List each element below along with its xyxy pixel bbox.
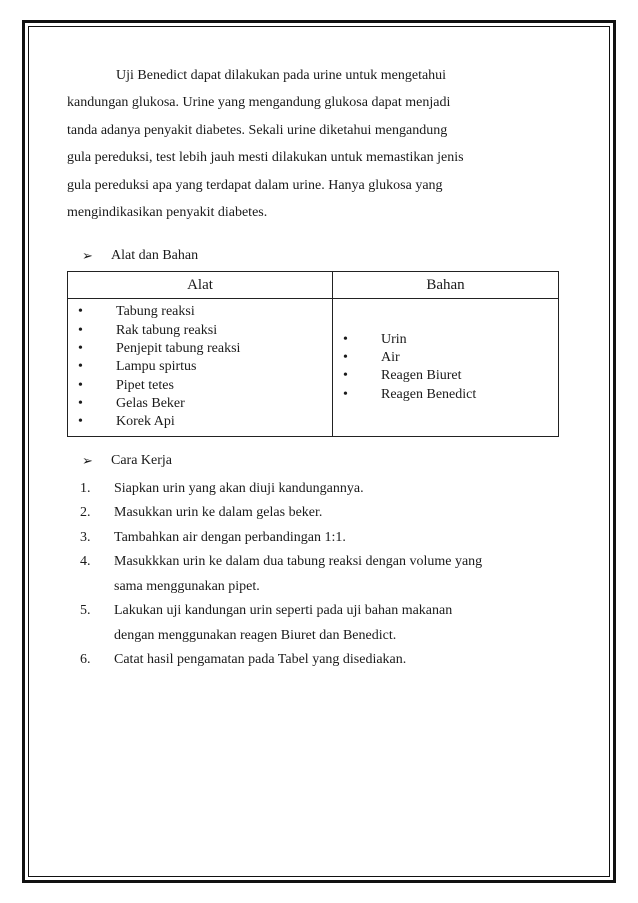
header-bahan: Bahan (333, 272, 559, 299)
list-item (78, 322, 332, 340)
step-line: dengan menggunakan reagen Biuret dan Benedict. (114, 627, 397, 643)
step-number: 5. (80, 603, 91, 619)
arrow-bullet-icon: ➢ (82, 248, 93, 264)
step-item (80, 648, 567, 673)
bullet-icon: • (78, 359, 83, 375)
list-item (78, 303, 332, 321)
bullet-icon: • (78, 395, 83, 411)
list-item-label: Rak tabung reaksi (116, 322, 218, 338)
step-line: Masukkkan urin ke dalam dua tabung reaksi dengan volume yang (114, 554, 483, 570)
section-heading-steps (82, 449, 567, 473)
list-item (343, 331, 558, 349)
step-number: 6. (80, 652, 91, 668)
step-text (114, 477, 554, 502)
section-heading-tools (82, 245, 567, 267)
step-line: Siapkan urin yang akan diuji kandungannya. (114, 480, 364, 496)
bahan-list (333, 327, 558, 408)
intro-line: gula pereduksi, test lebih jauh mesti dilakukan untuk memastikan jenis (67, 150, 464, 166)
step-text (114, 501, 554, 526)
step-number: 4. (80, 554, 91, 570)
list-item-label: Reagen Biuret (381, 368, 462, 384)
list-item-label: Air (381, 350, 400, 366)
tools-materials-table (67, 271, 559, 436)
list-item (78, 413, 332, 431)
list-item-label: Tabung reaksi (116, 304, 195, 320)
alat-list (68, 299, 332, 435)
intro-line: mengindikasikan penyakit diabetes. (67, 205, 268, 221)
step-line: Lakukan uji kandungan urin seperti pada uji bahan makanan (114, 603, 453, 619)
table-row (68, 299, 559, 436)
list-item (343, 367, 558, 385)
step-line: Masukkan urin ke dalam gelas beker. (114, 505, 323, 521)
step-text (114, 599, 554, 648)
step-item (80, 477, 567, 502)
step-line: Catat hasil pengamatan pada Tabel yang disediakan. (114, 652, 407, 668)
list-item-label: Lampu spirtus (116, 359, 197, 375)
list-item-label: Gelas Beker (116, 395, 185, 411)
bullet-icon: • (78, 304, 83, 320)
bullet-icon: • (343, 386, 348, 402)
step-line: Tambahkan air dengan perbandingan 1:1. (114, 529, 346, 545)
bullet-icon: • (343, 350, 348, 366)
bullet-icon: • (343, 368, 348, 384)
step-item (80, 550, 567, 599)
intro-line: Uji Benedict dapat dilakukan pada urine untuk mengetahui (116, 68, 447, 83)
section-title: Cara Kerja (111, 452, 173, 468)
list-item-label: Urin (381, 331, 407, 347)
intro-line: kandungan glukosa. Urine yang mengandung glukosa dapat menjadi (67, 95, 451, 111)
arrow-bullet-icon: ➢ (82, 452, 93, 468)
document-content (67, 62, 567, 673)
bullet-icon: • (78, 322, 83, 338)
step-text (114, 648, 554, 673)
step-item (80, 526, 567, 551)
step-item (80, 501, 567, 526)
step-line: sama menggunakan pipet. (114, 578, 260, 594)
list-item-label: Penjepit tabung reaksi (116, 341, 241, 357)
step-text (114, 526, 554, 551)
step-number: 3. (80, 529, 91, 545)
bullet-icon: • (78, 414, 83, 430)
list-item (343, 386, 558, 404)
list-item-label: Korek Api (116, 414, 175, 430)
intro-line: gula pereduksi apa yang terdapat dalam urine. Hanya glukosa yang (67, 177, 443, 193)
intro-paragraph (67, 62, 567, 226)
list-item (78, 395, 332, 413)
table-header-row (68, 272, 559, 299)
alat-cell (68, 299, 333, 436)
list-item (78, 340, 332, 358)
list-item (343, 349, 558, 367)
bullet-icon: • (78, 341, 83, 357)
step-item (80, 599, 567, 648)
steps-list (67, 477, 567, 673)
list-item (78, 358, 332, 376)
bullet-icon: • (343, 331, 348, 347)
bullet-icon: • (78, 377, 83, 393)
step-text (114, 550, 554, 599)
list-item (78, 377, 332, 395)
intro-line: tanda adanya penyakit diabetes. Sekali urine diketahui mengandung (67, 122, 448, 138)
step-number: 1. (80, 480, 91, 496)
list-item-label: Pipet tetes (116, 377, 174, 393)
header-alat: Alat (68, 272, 333, 299)
step-number: 2. (80, 505, 91, 521)
bahan-cell (333, 299, 559, 436)
list-item-label: Reagen Benedict (381, 386, 477, 402)
section-title: Alat dan Bahan (111, 248, 199, 264)
